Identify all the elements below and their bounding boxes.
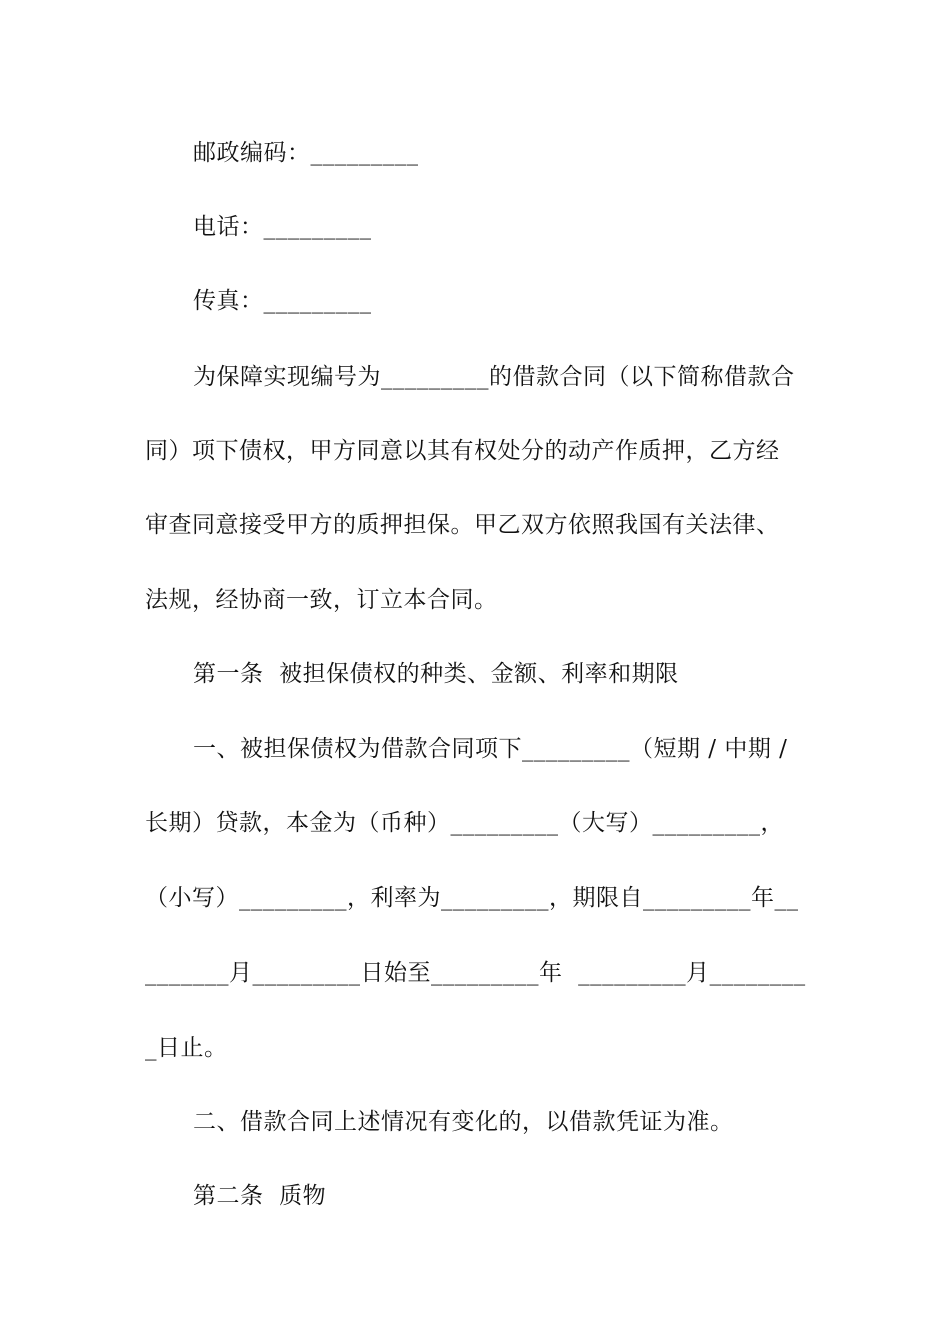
paragraph-line: _日止。 xyxy=(145,1035,228,1061)
paragraph-line: 二、借款合同上述情况有变化的，以借款凭证为准。 xyxy=(193,1109,734,1135)
paragraph-line: 长期）贷款，本金为（币种）_________（大写）_________， xyxy=(145,810,784,836)
paragraph-line: 审查同意接受甲方的质押担保。甲乙双方依照我国有关法律、 xyxy=(145,512,780,538)
article-heading: 第二条 质物 xyxy=(193,1183,327,1209)
paragraph-line: _______月_________日始至_________年 _________月________ xyxy=(145,960,806,986)
paragraph-line: 为保障实现编号为_________的借款合同（以下简称借款合 xyxy=(193,364,795,390)
fax-line: 传真：_________ xyxy=(193,288,372,314)
phone-line: 电话：_________ xyxy=(193,214,372,240)
postal-code-line: 邮政编码：_________ xyxy=(193,140,419,166)
paragraph-line: 一、被担保债权为借款合同项下_________（短期 / 中期 / xyxy=(193,736,788,762)
article-heading: 第一条 被担保债权的种类、金额、利率和期限 xyxy=(193,661,679,687)
paragraph-line: 同）项下债权，甲方同意以其有权处分的动产作质押，乙方经 xyxy=(145,438,780,464)
paragraph-line: （小写）_________，利率为_________，期限自_________年__ xyxy=(145,885,799,911)
paragraph-line: 法规，经协商一致，订立本合同。 xyxy=(145,587,498,613)
